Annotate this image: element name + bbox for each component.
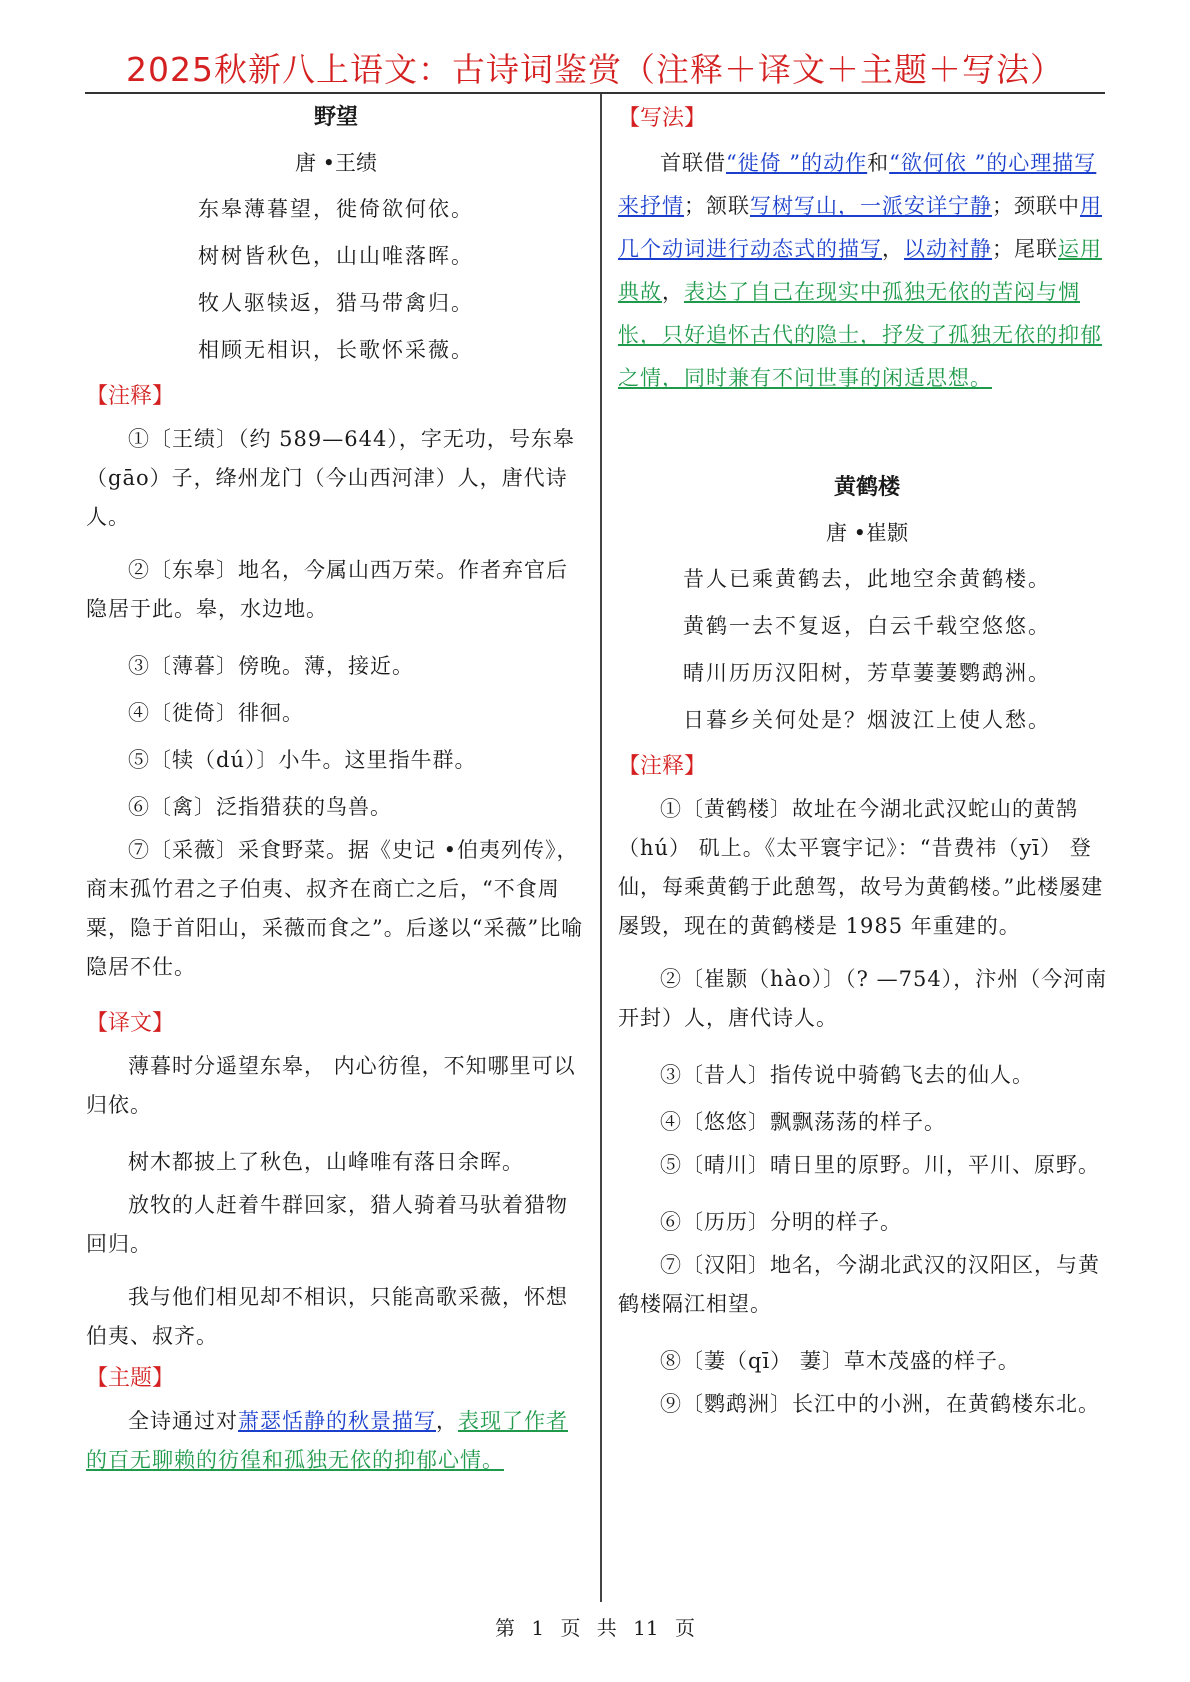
- document-title: 2025秋新八上语文：古诗词鉴赏（注释＋译文＋主题＋写法）: [126, 50, 1064, 89]
- note-item: ⑤〔犊（dú）〕小牛。这里指牛群。: [128, 748, 477, 772]
- theme-text: ，: [436, 1409, 458, 1433]
- left-column: [86, 96, 586, 1480]
- poem-line: 相顾无相识，长歌怀采薇。: [198, 338, 474, 362]
- note-item: ⑧〔萋（qī） 萋〕草木茂盛的样子。: [660, 1349, 1020, 1373]
- theme-paragraph: [86, 1402, 586, 1480]
- note-item: ①〔黄鹤楼〕故址在今湖北武汉蛇山的黄鹄（hú） 矶上。《太平寰宇记》：“昔费祎（yī） 登仙，每乘黄鹤于此憩驾，故号为黄鹤楼。”此楼屡建屡毁，现在的黄鹤楼是 1985 年重建的。: [618, 797, 1104, 938]
- note-item: ⑥〔历历〕分明的样子。: [660, 1210, 902, 1234]
- technique-text: ；颈联中: [992, 194, 1080, 218]
- note-item: ⑤〔晴川〕晴日里的原野。川，平川、原野。: [660, 1153, 1100, 1177]
- note-item: ②〔崔颢（hào）〕（? —754），汴州（今河南开封）人，唐代诗人。: [618, 967, 1108, 1030]
- technique-highlight-blue: 写树写山，一派安详宁静: [750, 194, 992, 218]
- technique-heading: 【写法】: [618, 106, 707, 131]
- technique-text: 和: [867, 151, 890, 175]
- poem-author: 唐 •王绩: [294, 151, 378, 175]
- theme-highlight-blue: 萧瑟恬静的秋景描写: [238, 1409, 436, 1433]
- note-item: ④〔徙倚〕徘徊。: [128, 701, 304, 725]
- note-item: ⑦〔采薇〕采食野菜。据《史记 •伯夷列传》，商末孤竹君之子伯夷、叔齐在商亡之后，“不食周粟，隐于首阳山，采薇而食之”。后遂以“采薇”比喻隐居不仕。: [86, 838, 584, 979]
- note-item: ⑦〔汉阳〕地名，今湖北武汉的汉阳区，与黄鹤楼隔江相望。: [618, 1253, 1100, 1316]
- technique-text: ，: [882, 237, 904, 261]
- notes-heading: 【注释】: [618, 754, 707, 779]
- poem-line: 日暮乡关何处是？烟波江上使人愁。: [683, 708, 1051, 732]
- translation-line: 薄暮时分遥望东皋， 内心彷徨，不知哪里可以归依。: [86, 1054, 576, 1117]
- poem-line: 晴川历历汉阳树，芳草萋萋鹦鹉洲。: [683, 661, 1051, 685]
- technique-text: ，: [662, 280, 684, 304]
- page-number: 第 1 页 共 11 页: [495, 1616, 695, 1640]
- translation-line: 放牧的人赶着牛群回家，猎人骑着马驮着猎物回归。: [86, 1193, 568, 1256]
- note-item: ③〔昔人〕指传说中骑鹤飞去的仙人。: [660, 1063, 1034, 1087]
- poem-author: 唐 •崔颢: [825, 521, 909, 545]
- translation-line: 我与他们相见却不相识，只能高歌采薇，怀想伯夷、叔齐。: [86, 1285, 568, 1348]
- section-spacer: [618, 400, 1116, 466]
- note-item: ①〔王绩〕（约 589—644），字无功，号东皋（gāo）子，绛州龙门（今山西河津）人，唐代诗人。: [86, 427, 575, 529]
- theme-highlight-green: 表现了作者的百无聊赖的彷徨和孤独无依的抑郁心情。: [86, 1409, 568, 1472]
- note-item: ④〔悠悠〕飘飘荡荡的样子。: [660, 1110, 946, 1134]
- theme-heading: 【主题】: [86, 1366, 175, 1391]
- column-divider: [600, 94, 602, 1602]
- poem-line: 黄鹤一去不复返，白云千载空悠悠。: [683, 614, 1051, 638]
- poem-title: 野望: [313, 105, 358, 130]
- poem-line: 东皋薄暮望，徙倚欲何依。: [198, 197, 474, 221]
- note-item: ⑥〔禽〕泛指猎获的鸟兽。: [128, 795, 392, 819]
- poem-line: 树树皆秋色，山山唯落晖。: [198, 244, 474, 268]
- technique-highlight-blue: “欲何依 ”的心理描写来抒情: [618, 151, 1097, 218]
- poem-line: 牧人驱犊返，猎马带禽归。: [198, 291, 474, 315]
- technique-text: 首联借: [660, 151, 726, 175]
- technique-text: ；颔联: [684, 194, 750, 218]
- technique-highlight-green: 运用典故: [618, 237, 1102, 304]
- technique-paragraph: [618, 142, 1116, 400]
- technique-text: ；尾联: [992, 237, 1058, 261]
- note-item: ③〔薄暮〕傍晚。薄，接近。: [128, 654, 414, 678]
- technique-highlight-green: 表达了自己在现实中孤独无依的苦闷与惆怅，只好追怀古代的隐士，抒发了孤独无依的抑郁之情，同时兼有不问世事的闲适思想。: [618, 280, 1102, 390]
- right-column: [618, 96, 1116, 1424]
- translation-heading: 【译文】: [86, 1011, 175, 1036]
- technique-highlight-blue: 以动衬静: [904, 237, 992, 261]
- note-item: ②〔东皋〕地名，今属山西万荣。作者弃官后隐居于此。皋，水边地。: [86, 558, 568, 621]
- poem-line: 昔人已乘黄鹤去，此地空余黄鹤楼。: [683, 567, 1051, 591]
- technique-highlight-blue: “徙倚 ”的动作: [726, 151, 868, 175]
- theme-text: 全诗通过对: [128, 1409, 238, 1433]
- note-item: ⑨〔鹦鹉洲〕长江中的小洲，在黄鹤楼东北。: [660, 1392, 1100, 1416]
- notes-heading: 【注释】: [86, 384, 175, 409]
- poem-title: 黄鹤楼: [833, 475, 900, 500]
- technique-highlight-blue: 用几个动词进行动态式的描写: [618, 194, 1102, 261]
- translation-line: 树木都披上了秋色，山峰唯有落日余晖。: [128, 1150, 524, 1174]
- title-divider: [85, 92, 1105, 94]
